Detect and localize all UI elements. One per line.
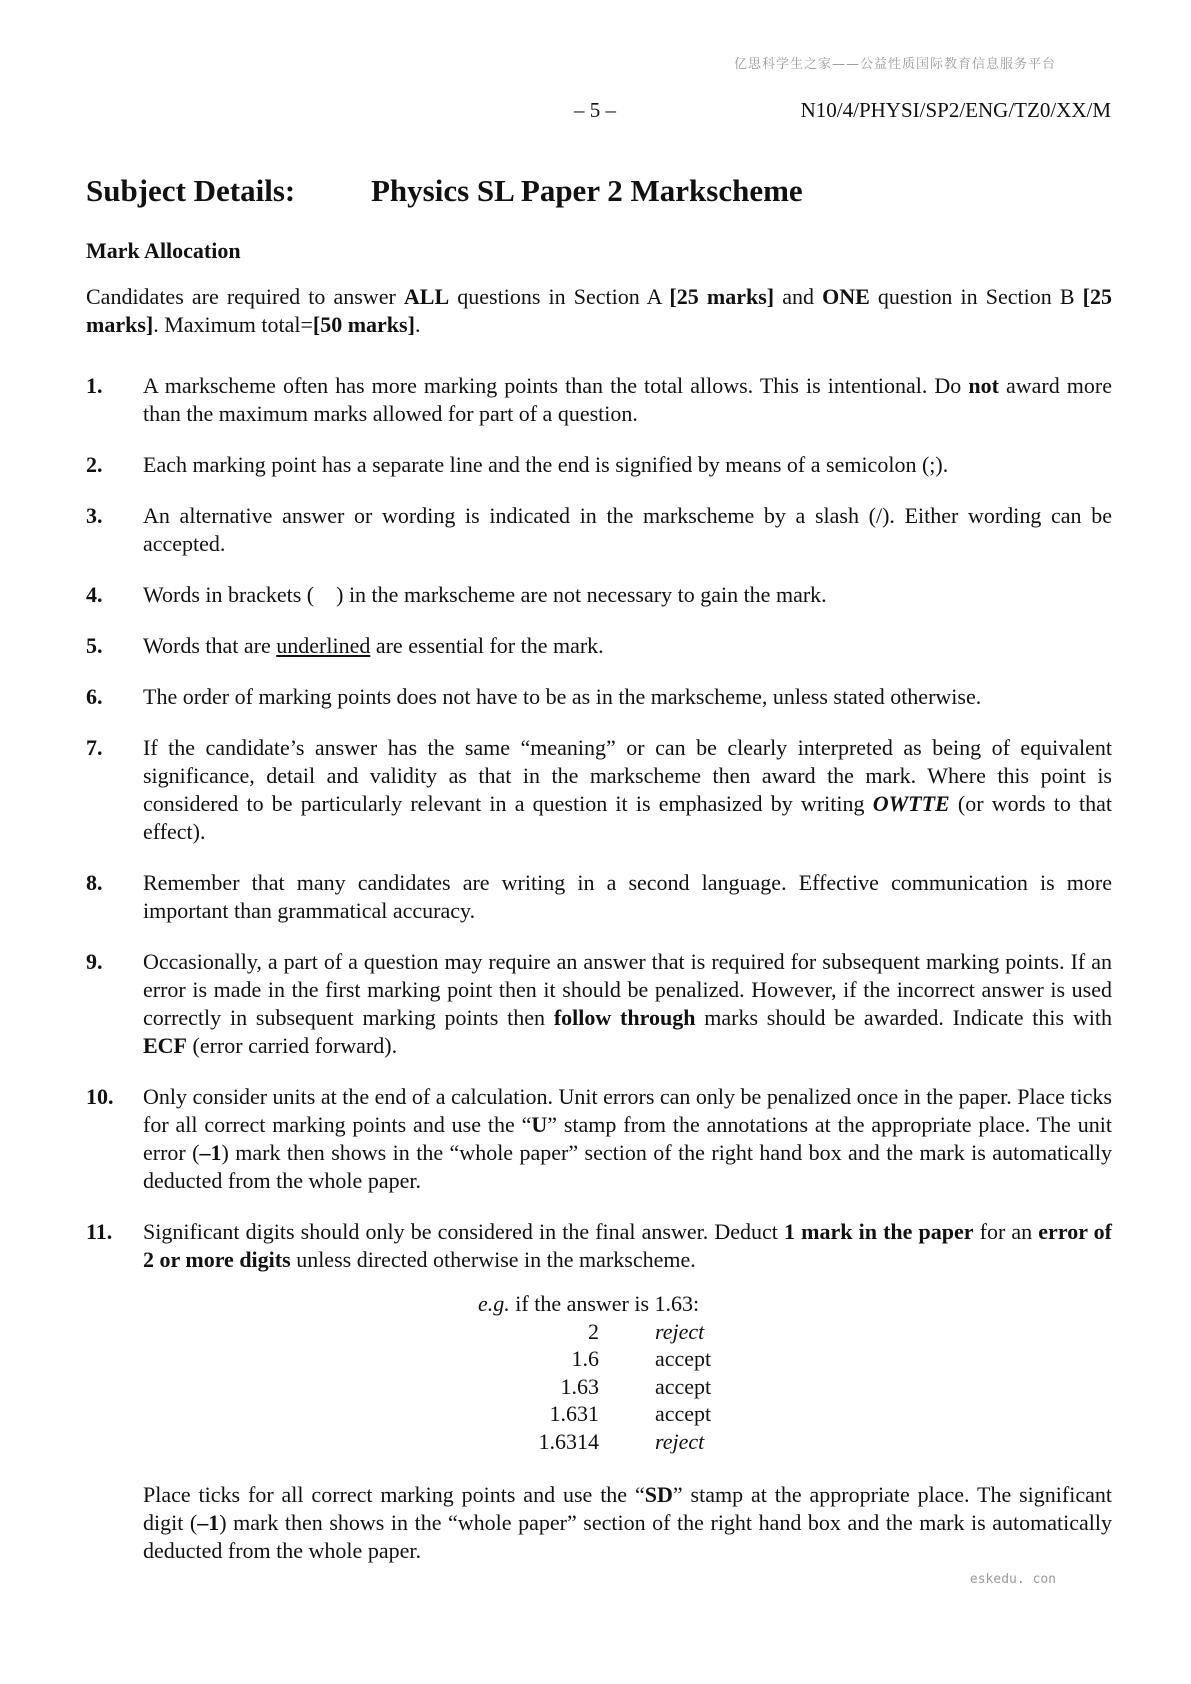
- list-item: [86, 948, 1112, 1060]
- document-code: N10/4/PHYSI/SP2/ENG/TZ0/XX/M: [800, 98, 1111, 122]
- example-row: [478, 1318, 711, 1346]
- list-item: [86, 869, 1112, 925]
- example-row: [478, 1345, 711, 1373]
- item-number: 11.: [86, 1219, 113, 1244]
- item-number: 6.: [86, 684, 103, 709]
- item-number: 1.: [86, 373, 103, 398]
- sig-fig-examples: [478, 1290, 711, 1456]
- item-text: Occasionally, a part of a question may require an answer that is required for subsequent marking points. If an error is made in the first marking point then it should be penalized. However, if the incorrect answer is used correctly in subsequent marking points then follow through marks should be awarded. Indicate this with ECF (error carried forward).: [143, 949, 1112, 1058]
- example-row: [478, 1400, 711, 1428]
- item-text: Only consider units at the end of a calculation. Unit errors can only be penalized once in the paper. Place ticks for all correct marking points and use the “U” stamp from the annotations at the appropriate place. The unit error (–1) mark then shows in the “whole paper” section of the right hand box and the mark is automatically deducted from the whole paper.: [143, 1084, 1113, 1193]
- item-number: 8.: [86, 870, 103, 895]
- example-verdict: accept: [655, 1373, 712, 1399]
- mark-allocation-paragraph: Candidates are required to answer ALL questions in Section A [25 marks] and ONE question in Section B [25 marks]. Maximum total=[50 marks].: [86, 284, 1112, 337]
- item-number: 5.: [86, 633, 103, 658]
- list-item: [86, 581, 1112, 609]
- watermark-footer: eskedu. con: [969, 1572, 1056, 1587]
- list-item: [86, 1083, 1112, 1195]
- example-value: 1.63: [560, 1373, 599, 1399]
- example-verdict: accept: [655, 1346, 712, 1372]
- item-text: An alternative answer or wording is indicated in the markscheme by a slash (/). Either wording can be accepted.: [143, 503, 1112, 556]
- title-label: Subject Details:: [86, 173, 296, 208]
- item-text: Significant digits should only be considered in the final answer. Deduct 1 mark in the paper for an error of 2 or more digits unless directed otherwise in the markscheme.: [143, 1219, 1113, 1272]
- page-title: [86, 173, 803, 209]
- example-value: 1.631: [549, 1401, 599, 1427]
- example-row: [478, 1428, 711, 1456]
- item-number: 9.: [86, 949, 103, 974]
- example-value: 1.6314: [538, 1428, 599, 1454]
- item-text: If the candidate’s answer has the same “meaning” or can be clearly interpreted as being of equivalent significance, detail and validity as that in the markscheme then award the mark. Where this point is considered to be particularly relevant in a question it is emphasized by writing OWTTE (or words to that effect).: [143, 735, 1112, 844]
- example-value: 2: [588, 1318, 599, 1344]
- item-number: 2.: [86, 452, 103, 477]
- list-item: [86, 451, 1112, 479]
- item-number: 3.: [86, 503, 103, 528]
- example-row: [478, 1373, 711, 1401]
- examples-lead: e.g. if the answer is 1.63:: [478, 1291, 700, 1316]
- item-text: A markscheme often has more marking points than the total allows. This is intentional. Do not award more than the maximum marks allowed for part of a question.: [143, 373, 1113, 426]
- instruction-list: [86, 372, 1112, 1297]
- section-heading-mark-allocation: Mark Allocation: [86, 238, 241, 263]
- item-number: 7.: [86, 735, 103, 760]
- example-verdict: reject: [655, 1428, 705, 1454]
- example-verdict: accept: [655, 1401, 712, 1427]
- example-verdict: reject: [655, 1318, 705, 1344]
- item-text: Remember that many candidates are writing in a second language. Effective communication is more important than grammatical accuracy.: [143, 870, 1112, 923]
- watermark-header: 亿思科学生之家——公益性质国际教育信息服务平台: [733, 57, 1056, 72]
- item-number: 4.: [86, 582, 103, 607]
- list-item: [86, 683, 1112, 711]
- underlined-word: underlined: [276, 633, 371, 658]
- list-item: [86, 502, 1112, 558]
- item-text: Words that are underlined are essential for the mark.: [143, 633, 604, 658]
- closing-paragraph: Place ticks for all correct marking points and use the “SD” stamp at the appropriate place. The significant digit (–1) mark then shows in the “whole paper” section of the right hand box and the mark is automatically deducted from the whole paper.: [143, 1482, 1112, 1563]
- example-value: 1.6: [571, 1346, 599, 1372]
- item-number: 10.: [86, 1084, 114, 1109]
- item-text: The order of marking points does not have to be as in the markscheme, unless stated otherwise.: [143, 684, 982, 709]
- title-subject: Physics SL Paper 2 Markscheme: [371, 173, 803, 208]
- list-item: [86, 734, 1112, 846]
- item-text: Each marking point has a separate line and the end is signified by means of a semicolon (;).: [143, 452, 949, 477]
- page-number: – 5 –: [574, 98, 616, 122]
- item-text: Words in brackets ( ) in the markscheme are not necessary to gain the mark.: [143, 582, 827, 607]
- list-item: [86, 1218, 1112, 1274]
- list-item: [86, 372, 1112, 428]
- list-item: [86, 632, 1112, 660]
